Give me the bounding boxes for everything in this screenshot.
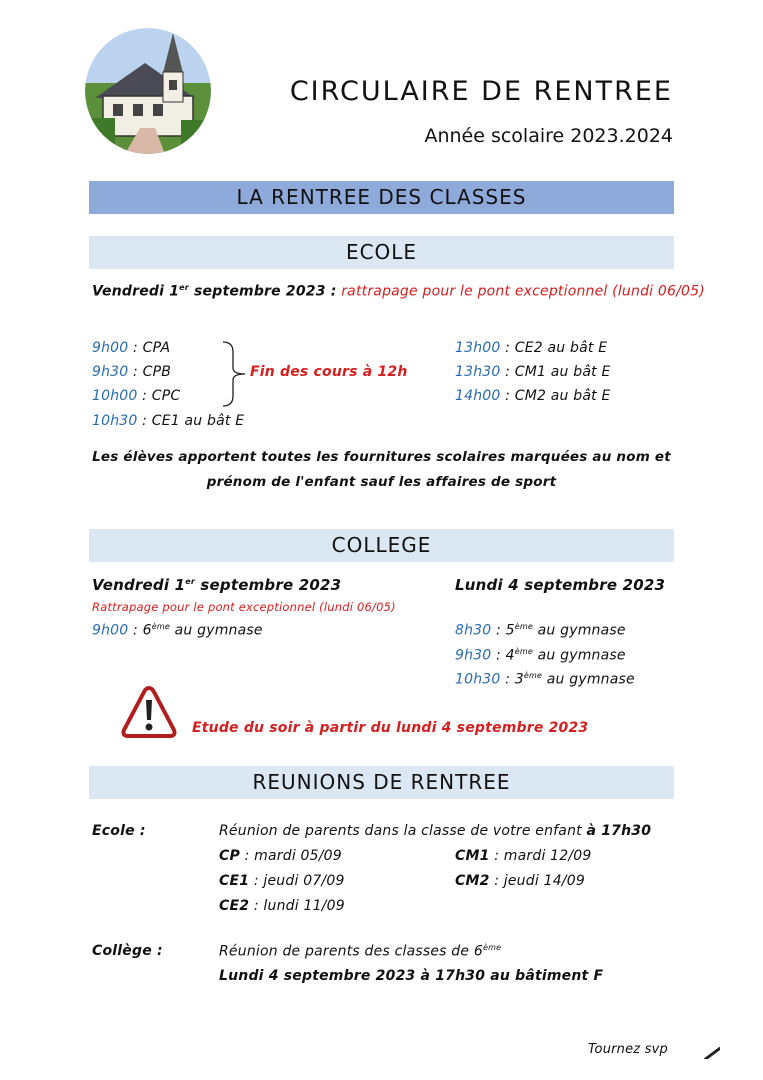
ecole-slot-label: : CPB <box>128 364 172 380</box>
reunion-ecole-time: à 17h30 <box>586 823 652 839</box>
college-left-date-suffix: septembre 2023 <box>195 576 342 594</box>
section-rentree-header: LA RENTREE DES CLASSES <box>89 181 674 214</box>
brace-icon <box>221 340 247 408</box>
college-right-slot-2 <box>455 671 635 688</box>
college-right-level: : 5 <box>491 622 515 639</box>
ecole-pm-time: 13h30 <box>455 364 501 380</box>
fournitures-notice-line2: prénom de l'enfant sauf les affaires de sport <box>206 474 557 490</box>
meeting-ce2 <box>219 898 345 914</box>
ecole-slot-label: : CPA <box>128 340 171 356</box>
ecole-date-note: rattrapage pour le pont exceptionnel (lundi 06/05) <box>341 283 705 300</box>
college-right-date: Lundi 4 septembre 2023 <box>455 576 666 594</box>
meeting-class: CP <box>219 848 240 864</box>
ecole-slot-time: 9h00 <box>92 340 129 356</box>
college-right-sup: ème <box>514 647 533 656</box>
ecole-slot-3 <box>92 413 244 429</box>
meeting-ce1 <box>219 873 345 889</box>
reunion-college-text <box>219 943 501 960</box>
college-right-time: 9h30 <box>455 647 492 664</box>
fournitures-notice-line1: Les élèves apportent toutes les fournitures scolaires marquées au nom et <box>92 449 671 465</box>
college-right-slot-0 <box>455 622 626 639</box>
college-right-place: au gymnase <box>542 671 635 688</box>
college-right-time: 8h30 <box>455 622 492 639</box>
meeting-date: : lundi 11/09 <box>249 898 345 914</box>
college-left-slot <box>92 622 263 639</box>
meeting-cm1 <box>455 848 592 864</box>
school-year-subtitle: Année scolaire 2023.2024 <box>424 125 673 147</box>
college-left-time: 9h00 <box>92 622 129 639</box>
ecole-pm-label: : CM1 au bât E <box>500 364 611 380</box>
meeting-class: CE2 <box>219 898 250 914</box>
ecole-slot-0 <box>92 340 170 356</box>
meeting-class: CM2 <box>455 873 490 889</box>
ecole-pm-slot-0 <box>455 340 607 356</box>
meeting-class: CM1 <box>455 848 490 864</box>
school-building-logo <box>85 28 211 154</box>
meeting-date: : mardi 05/09 <box>239 848 342 864</box>
page-corner-icon <box>704 1047 720 1059</box>
ecole-slot-label: : CE1 au bât E <box>137 413 245 429</box>
college-right-place: au gymnase <box>532 622 626 639</box>
ecole-date-suffix: septembre 2023 : <box>188 283 337 300</box>
college-right-time: 10h30 <box>455 671 501 688</box>
college-right-slot-1 <box>455 647 626 664</box>
reunion-ecole-desc: Réunion de parents dans la classe de votre enfant <box>219 823 587 839</box>
ecole-date-prefix: Vendredi 1 <box>92 283 180 300</box>
reunion-college-date: Lundi 4 septembre 2023 à 17h30 au bâtiment F <box>219 968 604 984</box>
etude-du-soir-warning: Etude du soir à partir du lundi 4 septembre 2023 <box>192 720 589 736</box>
meeting-date: : jeudi 07/09 <box>249 873 345 889</box>
turn-over-note: Tournez svp <box>588 1042 668 1057</box>
reunion-college-desc: Réunion de parents des classes de 6 <box>219 943 483 960</box>
ecole-slot-time: 10h30 <box>92 413 138 429</box>
meeting-cm2 <box>455 873 585 889</box>
reunion-ecole-label: Ecole : <box>92 823 146 839</box>
college-right-place: au gymnase <box>532 647 626 664</box>
ecole-slot-label: : CPC <box>137 388 181 404</box>
college-left-date-sup: er <box>185 577 195 586</box>
ecole-slot-1 <box>92 364 171 380</box>
fin-des-cours-note: Fin des cours à 12h <box>250 364 408 380</box>
college-left-date <box>92 576 341 594</box>
meeting-date: : mardi 12/09 <box>489 848 592 864</box>
ecole-pm-slot-1 <box>455 364 611 380</box>
college-left-date-prefix: Vendredi 1 <box>92 576 186 594</box>
warning-triangle-icon <box>120 684 178 740</box>
ecole-slot-time: 10h00 <box>92 388 138 404</box>
ecole-header: ECOLE <box>89 236 674 269</box>
college-header: COLLEGE <box>89 529 674 562</box>
reunion-ecole-text <box>219 823 651 839</box>
ecole-date-line <box>92 283 705 300</box>
college-left-note: Rattrapage pour le pont exceptionnel (lundi 06/05) <box>92 600 396 614</box>
ecole-pm-label: : CE2 au bât E <box>500 340 608 356</box>
ecole-date-sup: er <box>179 283 189 292</box>
ecole-slot-2 <box>92 388 180 404</box>
college-right-level: : 4 <box>491 647 515 664</box>
ecole-pm-time: 14h00 <box>455 388 501 404</box>
college-left-level: : 6 <box>128 622 152 639</box>
page-title: CIRCULAIRE DE RENTREE <box>289 76 673 107</box>
college-right-level: : 3 <box>500 671 524 688</box>
meeting-cp <box>219 848 342 864</box>
reunions-header: REUNIONS DE RENTREE <box>89 766 674 799</box>
meeting-date: : jeudi 14/09 <box>489 873 585 889</box>
ecole-pm-label: : CM2 au bât E <box>500 388 611 404</box>
ecole-pm-time: 13h00 <box>455 340 501 356</box>
college-right-sup: ème <box>523 671 543 680</box>
college-right-sup: ème <box>514 622 533 631</box>
meeting-class: CE1 <box>219 873 250 889</box>
college-left-level-sup: ème <box>151 622 170 631</box>
ecole-slot-time: 9h30 <box>92 364 129 380</box>
reunion-college-sup: ème <box>482 943 502 952</box>
college-left-place: au gymnase <box>169 622 263 639</box>
reunion-college-label: Collège : <box>92 943 163 959</box>
ecole-pm-slot-2 <box>455 388 611 404</box>
